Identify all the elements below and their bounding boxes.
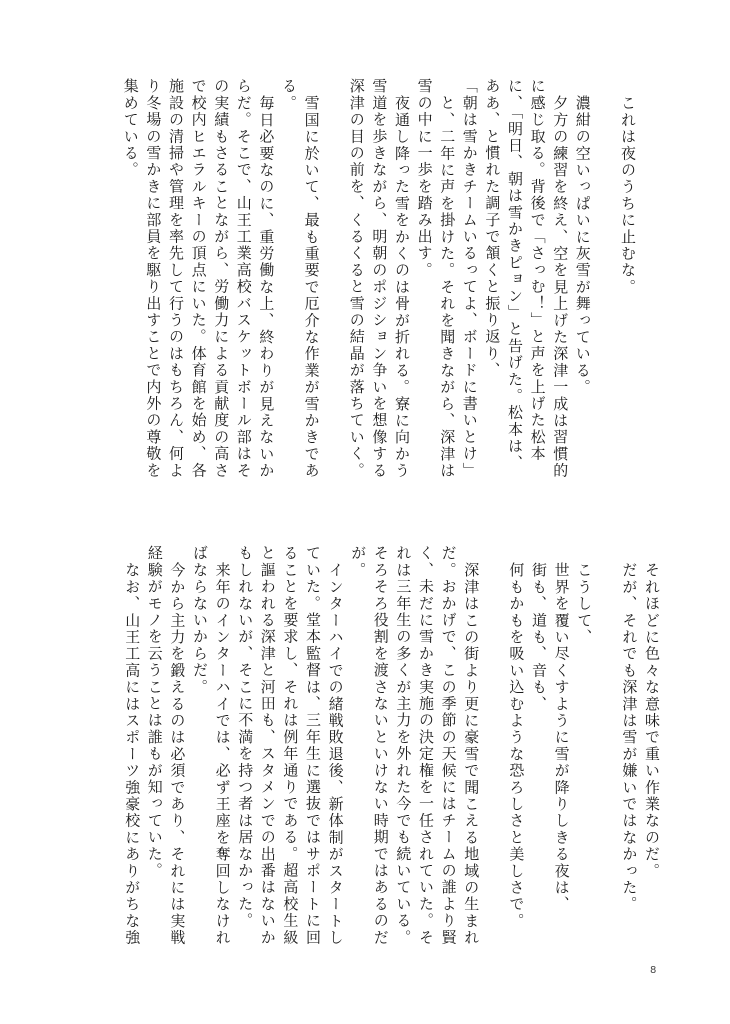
text-column: 深津はこの街より更に豪雪で聞こえる地域の生まれ	[462, 561, 481, 946]
text-column: 来年のインターハイでは、必ず王座を奪回しなけれ	[213, 561, 232, 946]
text-column: そろそろ役割を渡さないといけない時期ではあるのだ	[371, 545, 390, 946]
text-column: 夕方の練習を終え、空を見上げた深津一成は習慣的	[551, 94, 570, 479]
text-column: が。	[349, 545, 368, 579]
text-column: に感じ取る。背後で「さっむ！」と声を上げた松本	[528, 78, 547, 463]
text-column: それほどに色々な意味で重い作業なのだ。	[643, 561, 661, 879]
text-column: 雪国に於いて、最も重要で厄介な作業が雪かきであ	[302, 94, 321, 479]
text-column: インターハイでの緒戦敗退後、新体制がスタートし	[326, 561, 345, 946]
text-column: と、二年に声を掛けた。それを聞きながら、深津は	[438, 94, 457, 479]
text-column: こうして、	[575, 561, 594, 646]
text-column: これは夜のうちに止むな。	[619, 94, 637, 296]
text-column: ばならないからだ。	[191, 545, 209, 696]
text-column: に、「明日、朝は雪かきピョン」と告げた。松本は、	[506, 78, 524, 472]
text-column: ああ、と慣れた調子で頷くと振り返り、	[483, 78, 502, 379]
text-column: 経験がモノを云うことは誰もが知っていた。	[145, 545, 164, 879]
text-column: く、未だに雪かき実施の決定権を一任されていた。そ	[417, 545, 435, 946]
text-column: 深津の目の前を、くるくると雪の結晶が落ちていく。	[347, 78, 366, 479]
text-column: り冬場の雪かきに部員を駆り出すことで内外の尊敬を	[144, 78, 163, 479]
text-column: 街も、道も、音も、	[530, 561, 548, 712]
text-column: 雪の中に一歩を踏み出す。	[415, 78, 434, 279]
text-column: ることを要求し、それは例年通りである。超高校生級	[281, 545, 300, 946]
text-column: 濃紺の空いっぱいに灰雪が舞っている。	[573, 94, 592, 396]
text-column: れは三年生の多くが主力を外れた今でも続いている。	[394, 545, 413, 946]
text-column: なお、山王工高にはスポーツ強豪校にありがちな強	[123, 561, 142, 946]
text-column: で校内ヒエラルキーの頂点にいた。体育館を始め、各	[189, 78, 208, 479]
text-column: 夜通し降った雪をかくのは骨が折れる。寮に向かう	[393, 94, 411, 479]
text-column: る。	[280, 78, 298, 112]
text-column: 雪道を歩きながら、明朝のポジション争いを想像する	[370, 78, 389, 479]
text-column: 今から主力を鍛えるのは必須であり、それには実戦	[168, 561, 187, 946]
text-column: だが、それでも深津は雪が嫌いではなかった。	[620, 561, 639, 913]
text-column: 世界を覆い尽くすように雪が降りしきる夜は、	[552, 561, 571, 913]
text-column: 「朝は雪かきチームいるってよ、ボードに書いとけ」	[460, 78, 479, 479]
text-column: 施設の清掃や管理を率先して行うのはもちろん、何よ	[167, 78, 185, 479]
text-column: と謳われる深津と河田も、スタメンでの出番はないか	[258, 545, 277, 946]
text-column: らだ。そこで、山王工業高校バスケットボール部はそ	[234, 78, 253, 479]
page-number: 8	[650, 965, 657, 976]
text-column: だ。おかげで、この季節の天候にはチームの誰より賢	[439, 545, 458, 946]
text-column: 集めている。	[121, 78, 140, 179]
text-column: の実績もさることながら、労働力による貢献度の高さ	[212, 78, 231, 479]
text-column: ていた。堂本監督は、三年生に選抜ではサポートに回	[304, 545, 322, 946]
text-column: 何もかもを吸い込むような恐ろしさと美しさで。	[507, 561, 526, 930]
text-column: もしれないが、そこに不満を持つ者は居なかった。	[236, 545, 255, 930]
text-column: 毎日必要なのに、重労働な上、終わりが見えないか	[257, 94, 276, 479]
